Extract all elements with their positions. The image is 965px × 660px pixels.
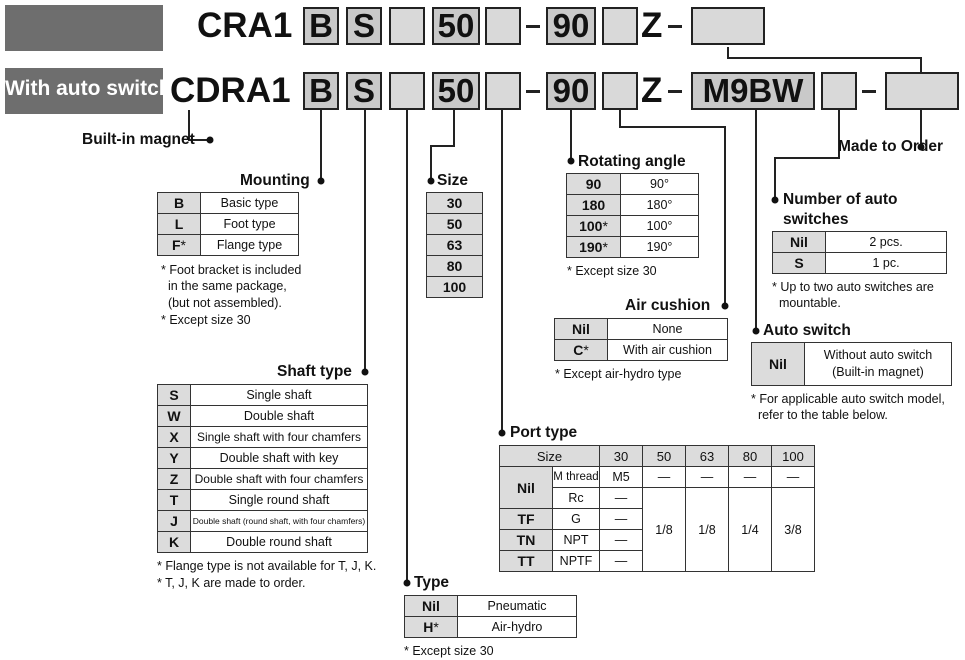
row2-shaft-box: S [346,72,382,110]
shaft-type-title: Shaft type [277,363,352,380]
table-row [158,235,299,256]
rotating-angle-note: * Except size 30 [567,264,657,278]
table-row [158,427,368,448]
port-thread: Rc [553,488,600,509]
air-cushion-table [554,318,728,361]
mounting-note: * Foot bracket is included [161,263,302,277]
row1-order-box [691,7,765,45]
shaft-desc: Single round shaft [191,490,368,511]
shaft-code: X [158,427,191,448]
table-row [158,490,368,511]
mounting-note: (but not assembled). [161,296,282,310]
auto-switch-note: refer to the table below. [751,408,888,422]
port-thread: NPT [553,530,600,551]
angle-code: 100 [579,218,603,234]
shaft-type-note: * Flange type is not available for T, J, K. [157,559,377,573]
shaft-type-table [157,384,368,553]
table-row [555,340,728,361]
table-row [427,214,483,235]
shaft-desc: Double shaft [191,406,368,427]
port-value: 1/8 [686,488,729,572]
table-row [405,596,577,617]
blank-label-box [5,5,163,51]
mounting-note: in the same package, [161,279,287,293]
size-title: Size [437,172,469,189]
shaft-desc: Single shaft with four chamfers [191,427,368,448]
mounting-desc: Basic type [201,193,299,214]
port-value: — [600,551,643,572]
port-value: — [600,509,643,530]
built-in-magnet-label: Built-in magnet [82,131,195,148]
cushion-code: Nil [555,319,608,340]
table-row [158,469,368,490]
rotating-angle-table [566,173,699,258]
angle-desc: 190° [621,237,699,258]
asterisk-mark: * [433,619,439,635]
auto-switch-title: Auto switch [763,322,851,339]
mounting-desc: Foot type [201,214,299,235]
auto-switch-note: * For applicable auto switch model, [751,392,945,406]
table-row [158,385,368,406]
table-row [555,319,728,340]
port-type-title: Port type [510,424,578,441]
auto-switch-label-box [5,68,172,114]
port-code: TT [500,551,553,572]
table-row [500,467,815,488]
mounting-title: Mounting [240,172,310,189]
table-row [405,617,577,638]
port-value: — [772,467,815,488]
table-row [158,511,368,532]
row2-type-box [389,72,425,110]
port-value: — [643,467,686,488]
count-code: S [773,253,826,274]
type-code: H [423,619,434,635]
port-value: M5 [600,467,643,488]
shaft-desc: Double shaft with key [191,448,368,469]
mounting-desc: Flange type [201,235,299,256]
asterisk-mark: * [602,239,608,255]
table-row [773,232,947,253]
mounting-note: * Except size 30 [161,313,251,327]
row2-angle-box: 90 [546,72,596,110]
port-header: 63 [686,446,729,467]
auto-switch-table [751,342,952,386]
type-desc: Air-hydro [458,617,577,638]
row2-port-box [485,72,521,110]
table-row [158,214,299,235]
shaft-code: S [158,385,191,406]
mounting-code: F [171,237,181,253]
asterisk-mark: * [602,218,608,234]
angle-desc: 180° [621,195,699,216]
size-value: 30 [427,193,483,214]
row1-angle-box: 90 [546,7,596,45]
auto-switch-count-title-1: Number of auto [783,191,898,208]
row2-dash3 [862,90,876,93]
rotating-angle-title: Rotating angle [578,153,686,170]
type-table [404,595,577,638]
size-value: 50 [427,214,483,235]
row1-prefix: CRA1 [197,6,293,45]
port-value: 1/8 [643,488,686,572]
auto-switch-count-title-2: switches [783,211,849,228]
cushion-desc: None [608,319,728,340]
asterisk-mark: * [180,237,186,253]
port-code-nil: Nil [500,467,553,509]
table-row [567,237,699,258]
port-header: 100 [772,446,815,467]
port-header: 80 [729,446,772,467]
count-desc: 2 pcs. [826,232,947,253]
air-cushion-note: * Except air-hydro type [555,367,682,381]
port-thread: M thread [553,467,600,488]
count-code: Nil [773,232,826,253]
type-code: Nil [405,596,458,617]
row2-size-box: 50 [432,72,480,110]
row2-order-box [885,72,959,110]
port-type-table [499,445,815,572]
angle-code: 190 [579,239,603,255]
mounting-code: L [174,216,184,232]
shaft-desc: Single shaft [191,385,368,406]
port-header-size: Size [500,446,600,467]
auto-switch-desc-1: Without auto switch [823,348,933,362]
row1-cushion-box [602,7,638,45]
port-thread: G [553,509,600,530]
row2-z: Z [641,71,663,110]
auto-switch-label: With auto switch [5,77,172,100]
angle-code: 90 [567,174,621,195]
row1-shaft-box: S [346,7,382,45]
size-value: 63 [427,235,483,256]
table-row [158,193,299,214]
table-row [567,174,699,195]
table-row [752,343,952,386]
shaft-code: Z [158,469,191,490]
port-value: — [600,488,643,509]
type-note: * Except size 30 [404,644,494,658]
shaft-code: W [158,406,191,427]
angle-desc: 90° [621,174,699,195]
shaft-desc: Double shaft with four chamfers [191,469,368,490]
port-code: TF [500,509,553,530]
air-cushion-title: Air cushion [625,297,711,314]
port-header: 50 [643,446,686,467]
table-row [427,235,483,256]
asterisk-mark: * [583,342,589,358]
size-value: 100 [427,277,483,298]
row1-type-box [389,7,425,45]
table-row [158,448,368,469]
table-row [158,406,368,427]
table-row [427,277,483,298]
port-thread: NPTF [553,551,600,572]
made-to-order-label: Made to Order [838,138,944,155]
size-value: 80 [427,256,483,277]
shaft-code: Y [158,448,191,469]
port-header: 30 [600,446,643,467]
table-row [567,195,699,216]
table-row [500,446,815,467]
table-row [427,193,483,214]
row1-dash1 [526,25,540,28]
shaft-code: K [158,532,191,553]
auto-switch-count-note: * Up to two auto switches are [772,280,934,294]
type-title: Type [414,574,450,591]
row1-mount-box: B [303,7,339,45]
row1-z: Z [641,6,663,45]
port-value: — [600,530,643,551]
angle-desc: 100° [621,216,699,237]
shaft-desc: Double shaft (round shaft, with four chamfers) [191,511,368,532]
auto-switch-count-note: mountable. [772,296,841,310]
row1-port-box [485,7,521,45]
table-row [773,253,947,274]
row1-dash2 [668,25,682,28]
mounting-table [157,192,299,256]
port-value: 3/8 [772,488,815,572]
port-code: TN [500,530,553,551]
row1-size-box: 50 [432,7,480,45]
angle-code: 180 [567,195,621,216]
port-value: — [686,467,729,488]
count-desc: 1 pc. [826,253,947,274]
size-table [426,192,483,298]
row2-switch-box: M9BW [691,72,815,110]
row2-dash2 [668,90,682,93]
shaft-code: T [158,490,191,511]
row2-prefix: CDRA1 [170,71,291,110]
row2-cushion-box [602,72,638,110]
auto-switch-desc-2: (Built-in magnet) [832,365,924,379]
shaft-type-note: * T, J, K are made to order. [157,576,306,590]
row2-count-box [821,72,857,110]
cushion-code: C [573,342,584,358]
row2-dash1 [526,90,540,93]
table-row [567,216,699,237]
auto-switch-code: Nil [752,343,805,386]
auto-switch-count-table [772,231,947,274]
row2-mount-box: B [303,72,339,110]
mounting-code: B [173,195,185,211]
table-row [427,256,483,277]
port-value: 1/4 [729,488,772,572]
type-desc: Pneumatic [458,596,577,617]
shaft-desc: Double round shaft [191,532,368,553]
shaft-code: J [158,511,191,532]
table-row [158,532,368,553]
cushion-desc: With air cushion [608,340,728,361]
port-value: — [729,467,772,488]
